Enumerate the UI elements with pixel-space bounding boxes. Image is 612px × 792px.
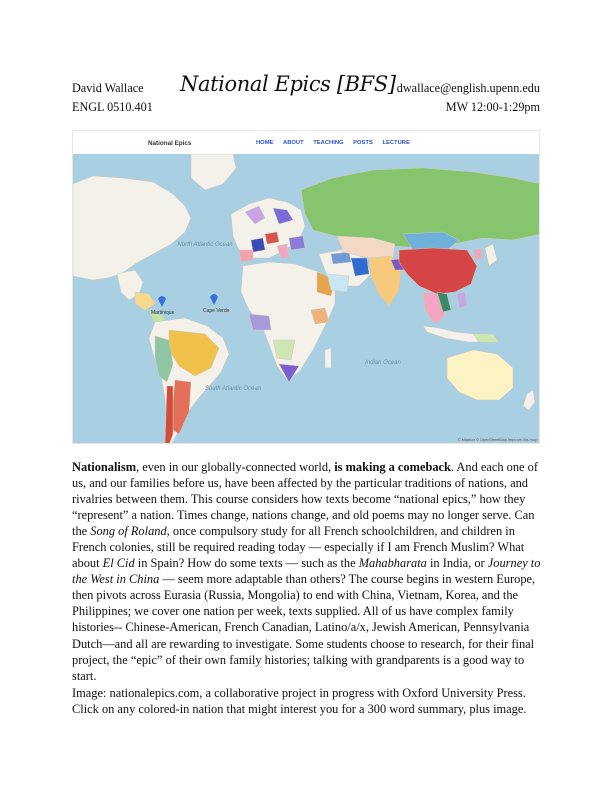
text-run: . And each one of us, and our families before us, have been affected by the particular traditions of nations, and rivalries between them. This course considers how texts become “national epics,” how they “represent” a nation. Times change, nations change, and old poems may no longer serve. Can the [72,460,538,539]
philippines[interactable] [457,292,467,308]
ocean-label-indian: Indian Ocean [365,360,401,366]
nav-lecture[interactable]: LECTURE [382,140,410,146]
site-header [73,131,539,153]
iraq-colored[interactable] [331,252,351,264]
nav-home[interactable]: HOME [256,140,274,146]
ocean-label-north-atlantic: North Atlantic Ocean [177,242,233,248]
site-name: National Epics [148,140,192,147]
title-journey-to-the-west: Journey to the West in China [72,556,541,587]
author-name: David Wallace [72,81,144,95]
title-song-of-roland: Song of Roland [90,524,167,539]
west-africa-colored[interactable] [249,314,271,330]
course-code: ENGL 0510.401 [72,100,153,114]
author-email: dwallace@english.upenn.edu [396,81,540,95]
map-screenshot [72,130,540,444]
keyword-nationalism: Nationalism [72,460,137,474]
caption-line-1: Image: nationalepics.com, a collaborative project in progress with Oxford University Press. [72,686,526,700]
title-el-cid: El Cid [102,556,135,571]
korea[interactable] [473,248,483,260]
text-run: , once compulsory study for all French schoolchildren, and children in French colonies, still be required reading today — especially if I am French Muslim? What about [72,524,525,571]
marker-cape-verde[interactable]: Cape Verde [203,308,230,314]
image-caption [72,685,542,717]
ocean-label-south-atlantic: South Atlantic Ocean [204,386,262,392]
nav-about[interactable]: ABOUT [283,140,304,146]
site-nav [256,140,418,146]
balkans-colored[interactable] [289,236,305,250]
spain[interactable] [239,250,253,262]
course-description [72,459,542,684]
caption-line-2: Click on any colored-in nation that might interest you for a 300 word summary, plus image. [72,702,527,717]
class-schedule: MW 12:00-1:29pm [445,100,540,114]
keyword-comeback: is making a comeback [334,460,451,474]
nav-teaching[interactable]: TEACHING [313,140,344,146]
page-title: National Epics [BFS] [180,72,396,96]
madagascar[interactable] [325,348,331,368]
nav-posts[interactable]: POSTS [353,140,373,146]
text-run: , even in our globally-connected world, [136,460,335,474]
marker-martinique[interactable]: Martinique [151,310,175,316]
description-paragraph [72,459,542,684]
germany[interactable] [265,232,279,244]
text-run: in Spain? How do some texts — such as the [134,556,359,571]
text-run: — seem more adaptable than others? The course begins in western Europe, then pivots across Eurasia (Russia, Mongolia) to end with China, Vietnam, Korea, and the Philippines; we cover one nation per week, texts supplied. All of us have complex family histories-- Chinese-American, French Canadian, Latino/a/x, Jewish American, Pennsylvania Dutch—and all are rewarding to investigate. Some students choose to research, for their final project, the “epic” of their own family histories; talking with grandparents is a good way to start. [72,572,536,683]
text-run: in India, or [426,556,488,571]
world-map[interactable] [73,154,540,444]
title-mahabharata: Mahabharata [358,556,427,571]
map-attribution[interactable]: © Mapbox © OpenStreetMap Improve this map [457,438,537,442]
